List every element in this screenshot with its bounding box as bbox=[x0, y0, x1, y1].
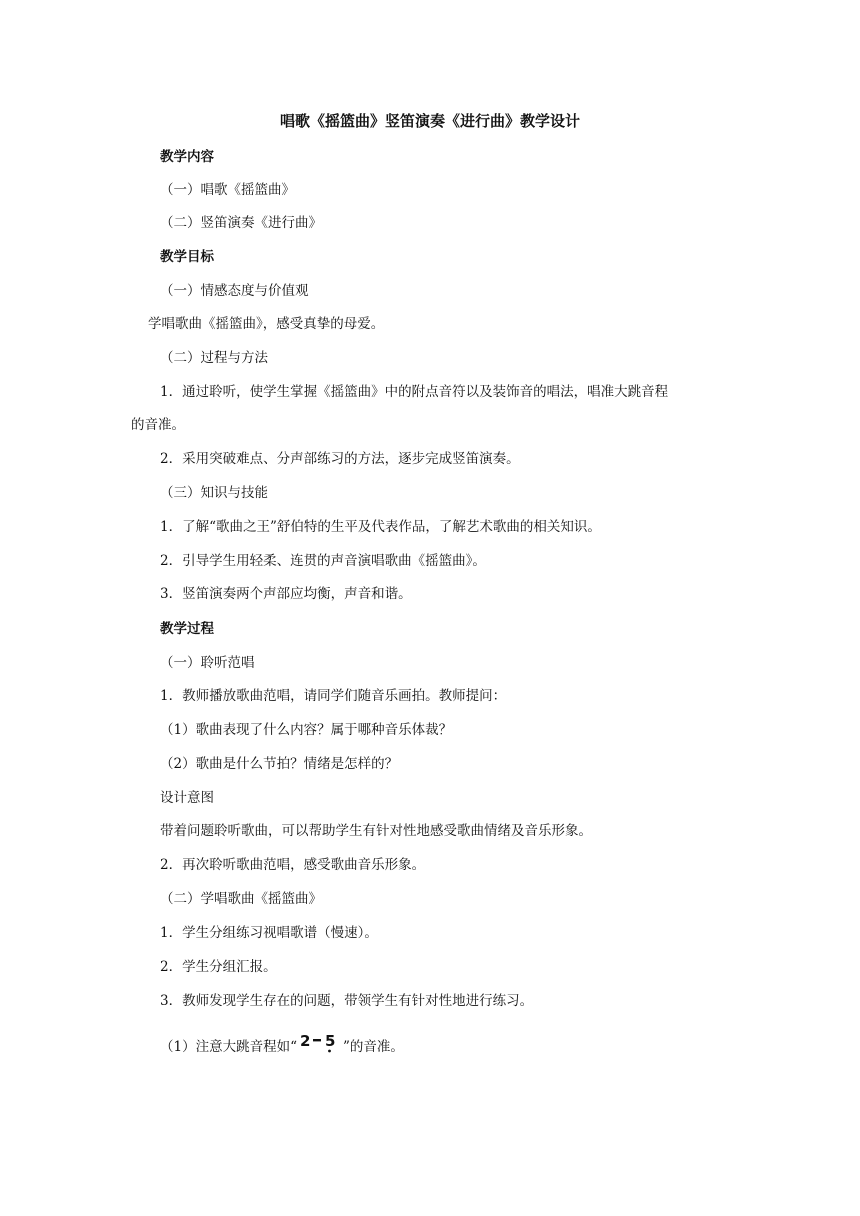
document-title: 唱歌《摇篮曲》竖笛演奏《进行曲》教学设计 bbox=[279, 112, 580, 130]
process-paragraph-5: 3．教师发现学生存在的问题，带领学生有针对性地进行练习。 bbox=[160, 993, 534, 1009]
process-paragraph-4: 2．学生分组汇报。 bbox=[160, 959, 277, 975]
goal-paragraph-5: 2．引导学生用轻柔、连贯的声音演唱歌曲《摇篮曲》。 bbox=[160, 553, 486, 569]
process-paragraph-6 bbox=[160, 1032, 404, 1057]
process-paragraph-1: 1．教师播放歌曲范唱，请同学们随音乐画拍。教师提问： bbox=[160, 688, 507, 704]
goal-paragraph-3: 2．采用突破难点、分声部练习的方法，逐步完成竖笛演奏。 bbox=[160, 451, 520, 467]
process-subheading-2: （二）学唱歌曲《摇篮曲》 bbox=[160, 891, 322, 907]
design-intent-label: 设计意图 bbox=[160, 790, 214, 806]
heading-teaching-goals: 教学目标 bbox=[160, 249, 214, 265]
process-paragraph-2: 2．再次聆听歌曲范唱，感受歌曲音乐形象。 bbox=[160, 857, 426, 873]
process-paragraph-6-before: （1）注意大跳音程如“ bbox=[160, 1039, 297, 1055]
process-paragraph-3: 1．学生分组练习视唱歌谱（慢速）。 bbox=[160, 925, 378, 941]
svg-text:5: 5 bbox=[325, 1032, 336, 1050]
content-item-1: （一）唱歌《摇篮曲》 bbox=[160, 182, 295, 198]
goal-paragraph-2-line-1: 1．通过聆听，使学生掌握《摇篮曲》中的附点音符以及装饰音的唱法，唱准大跳音程 bbox=[160, 384, 669, 400]
goal-paragraph-1: 学唱歌曲《摇篮曲》，感受真挚的母爱。 bbox=[148, 316, 385, 332]
process-question-1: （1）歌曲表现了什么内容？属于哪种音乐体裁？ bbox=[160, 722, 453, 738]
goal-paragraph-4: 1．了解“歌曲之王”舒伯特的生平及代表作品，了解艺术歌曲的相关知识。 bbox=[160, 519, 601, 535]
goal-subheading-3: （三）知识与技能 bbox=[160, 485, 268, 501]
process-question-2: （2）歌曲是什么节拍？情绪是怎样的？ bbox=[160, 756, 399, 772]
svg-text:2: 2 bbox=[300, 1032, 311, 1050]
goal-paragraph-2-line-2: 的音准。 bbox=[131, 417, 185, 433]
process-paragraph-6-after: ”的音准。 bbox=[343, 1039, 404, 1055]
goal-subheading-2: （二）过程与方法 bbox=[160, 350, 268, 366]
process-subheading-1: （一）聆听范唱 bbox=[160, 655, 255, 671]
heading-teaching-process: 教学过程 bbox=[160, 621, 214, 637]
design-intent-text: 带着问题聆听歌曲，可以帮助学生有针对性地感受歌曲情绪及音乐形象。 bbox=[160, 823, 592, 839]
music-notation-image bbox=[298, 1032, 342, 1054]
heading-teaching-content: 教学内容 bbox=[160, 149, 214, 165]
goal-paragraph-6: 3．竖笛演奏两个声部应均衡，声音和谐。 bbox=[160, 586, 412, 602]
content-item-2: （二）竖笛演奏《进行曲》 bbox=[160, 215, 322, 231]
goal-subheading-1: （一）情感态度与价值观 bbox=[160, 283, 309, 299]
